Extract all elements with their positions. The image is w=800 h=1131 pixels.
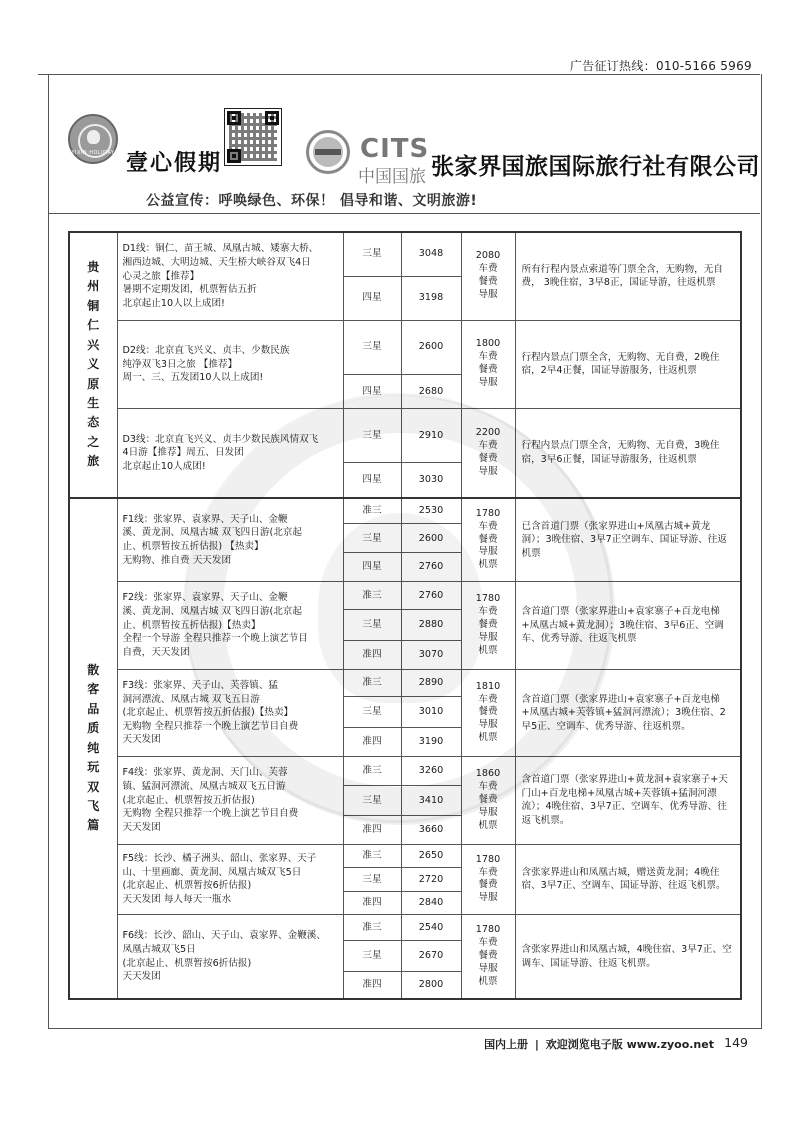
table-row <box>69 498 741 524</box>
route-text: F6线：长沙、韶山、天子山、袁家界、金鞭溪、 凤凰古城双飞5日 (北京起止、机票暂按6折估报) 天天发团 <box>122 930 326 983</box>
price: 3198 <box>401 276 461 320</box>
fee-cell <box>461 232 515 320</box>
table-row <box>69 844 741 867</box>
hotel-grade: 三星 <box>343 524 401 553</box>
price: 2680 <box>401 374 461 409</box>
fee-text: 1810 车费 餐费 导服 机票 <box>475 680 501 744</box>
route-text: F3线：张家界、天子山、芙蓉镇、猛 洞河漂流、凤凰古城 双飞五日游 (北京起止、机票暂按五折估报)【热卖】 无购物 全程只推荐一个晚上演艺节目自费 天天发团 <box>122 679 299 746</box>
price: 2650 <box>401 844 461 867</box>
fee-cell <box>461 915 515 999</box>
route-description <box>117 232 343 320</box>
company-name: 张家界国旅国际旅行社有限公司 <box>431 154 760 180</box>
price: 3010 <box>401 697 461 728</box>
section-title-text: 散客品质纯玩双飞篇 <box>87 662 100 833</box>
hotel-grade: 三星 <box>343 785 401 815</box>
price: 3030 <box>401 463 461 498</box>
price: 3070 <box>401 640 461 669</box>
route-description <box>117 669 343 756</box>
route-text: F4线：张家界、黄龙洞、天门山、芙蓉 镇、猛洞河漂流、凤凰古城双飞五日游 (北京起止、机票暂按五折估报) 无购物 全程只推荐一个晚上演艺节目自费 天天发团 <box>122 767 299 833</box>
fee-cell <box>461 320 515 409</box>
hotel-grade: 准三 <box>343 498 401 524</box>
price: 3660 <box>401 815 461 844</box>
route-text: D1线：铜仁、苗王城、凤凰古城、矮寨大桥、 湘西边城、大明边城、天生桥大峡谷双飞4日 心灵之旅【推荐】 暑期不定期发团，机票暂估五折 北京起止10人以上成团! <box>122 243 319 309</box>
price: 3260 <box>401 757 461 786</box>
table-row <box>69 669 741 696</box>
hotel-grade: 四星 <box>343 374 401 409</box>
fee-cell <box>461 582 515 669</box>
route-text: D2线：北京直飞兴义、贞丰、少数民族 纯净双飞3日之旅 【推荐】 周一、三、五发团10人以上成团! <box>122 344 290 384</box>
section-title-text: 贵州铜仁兴义原生态之旅 <box>87 259 100 469</box>
hotel-grade: 三星 <box>343 609 401 640</box>
route-text: F1线：张家界、袁家界、天子山、金鞭 溪、黄龙洞、凤凰古城 双飞四日游(北京起 止、机票暂按五折估报) 【热卖】 无购物、推自费 天天发团 <box>122 513 302 566</box>
hotel-grade: 准四 <box>343 640 401 669</box>
price: 3410 <box>401 785 461 815</box>
fee-text: 1780 车费 餐费 导服 机票 <box>475 593 501 656</box>
table-row <box>69 232 741 276</box>
includes-cell: 含首道门票（张家界进山+黄龙洞+袁家寨子+天门山+百龙电梯+凤凰古城+芙蓉镇+猛洞河漂流）；4晚住宿、3早7正、空调车、优秀导游、往返飞机票。 <box>515 757 741 844</box>
price: 2890 <box>401 669 461 696</box>
footer-separator: | <box>534 1038 539 1051</box>
price: 2600 <box>401 524 461 553</box>
hotel-grade: 三星 <box>343 697 401 728</box>
section-title <box>69 232 117 498</box>
includes-cell: 含首道门票（张家界进山+袁家寨子+百龙电梯+凤凰古城+芙蓉镇+猛洞河漂流）；3晚住宿、2早5正、空调车、优秀导游、往返机票。 <box>515 669 741 756</box>
hotel-grade: 准三 <box>343 844 401 867</box>
route-description <box>117 844 343 915</box>
fee-cell <box>461 409 515 498</box>
cits-cn: 中国国旅 <box>358 167 426 187</box>
hotel-grade: 准四 <box>343 972 401 999</box>
hotel-grade: 三星 <box>343 320 401 374</box>
hotel-grade: 三星 <box>343 232 401 276</box>
price: 2880 <box>401 609 461 640</box>
route-description <box>117 409 343 498</box>
includes-cell: 已含首道门票（张家界进山+凤凰古城+黄龙洞）；3晚住宿、3早7正空调车、国证导游、往返机票 <box>515 498 741 582</box>
brand-name: 壹心假期 <box>126 151 223 176</box>
price: 2540 <box>401 915 461 940</box>
page-footer <box>0 1036 800 1056</box>
hotel-grade: 三星 <box>343 940 401 971</box>
hotel-grade: 四星 <box>343 276 401 320</box>
hotel-grade: 准四 <box>343 815 401 844</box>
table-row <box>69 757 741 786</box>
logo-sub-text: YIXIN HOLIDAY <box>71 150 115 156</box>
price: 3048 <box>401 232 461 276</box>
table-row <box>69 409 741 463</box>
fee-text: 1780 车费 餐费 导服 机票 <box>475 924 501 988</box>
price: 2760 <box>401 582 461 609</box>
route-description <box>117 498 343 582</box>
qr-code-icon <box>224 108 282 166</box>
fee-text: 1800 车费 餐费 导服 <box>475 338 501 389</box>
includes-cell: 行程内景点门票全含，无购物、无自费，3晚住宿，3早6正餐，国证导游服务，往返机票 <box>515 409 741 498</box>
section-title <box>69 498 117 999</box>
ad-hotline: 广告征订热线：010-5166 5969 <box>569 59 752 73</box>
hotel-grade: 准四 <box>343 728 401 757</box>
hotel-grade: 准三 <box>343 757 401 786</box>
hotel-grade: 三星 <box>343 409 401 463</box>
price: 2600 <box>401 320 461 374</box>
includes-cell: 含首道门票（张家界进山+袁家寨子+百龙电梯+凤凰古城+黄龙洞）；3晚住宿、3早6正、空调车、优秀导游、往返飞机票 <box>515 582 741 669</box>
includes-cell: 含张家界进山和凤凰古城，4晚住宿、3早7正、空调车、国证导游、往返飞机票。 <box>515 915 741 999</box>
cits-logo-icon <box>306 130 350 174</box>
route-text: F5线：长沙、橘子洲头、韶山、张家界、天子 山、十里画廊、黄龙洞、凤凰古城双飞5日 (北京起止、机票暂按6折估报) 天天发团 每人每天一瓶水 <box>122 853 317 906</box>
route-description <box>117 320 343 409</box>
fee-cell <box>461 757 515 844</box>
hotel-grade: 准三 <box>343 669 401 696</box>
fee-cell <box>461 669 515 756</box>
route-description <box>117 582 343 669</box>
footer-volume: 国内上册 <box>484 1038 529 1051</box>
hotel-grade: 四星 <box>343 463 401 498</box>
fee-text: 1780 车费 餐费 导服 <box>475 853 501 904</box>
includes-cell: 行程内景点门票全含，无购物、无自费，2晚住宿，2早4正餐，国证导游服务，往返机票 <box>515 320 741 409</box>
fee-cell <box>461 498 515 582</box>
ad-header <box>48 74 760 214</box>
route-text: D3线：北京直飞兴义、贞丰少数民族风情双飞 4日游【推荐】周五、日发团 北京起止10人成团! <box>122 433 319 472</box>
page-number: 149 <box>724 1035 748 1050</box>
tour-price-table <box>68 231 742 1000</box>
includes-cell: 所有行程内景点索道等门票全含，无购物，无自费， 3晚住宿，3早8正，国证导游，往返机票 <box>515 232 741 320</box>
cits-en: CITS <box>360 134 430 164</box>
table-row <box>69 582 741 609</box>
hotel-grade: 准三 <box>343 915 401 940</box>
fee-text: 2200 车费 餐费 导服 <box>475 427 501 477</box>
price: 3190 <box>401 728 461 757</box>
yixin-logo-icon <box>68 114 118 164</box>
footer-website: 欢迎浏览电子版 www.zyoo.net <box>545 1038 714 1051</box>
public-slogan: 公益宣传：呼唤绿色、环保！ 倡导和谐、文明旅游! <box>146 193 478 209</box>
route-description <box>117 915 343 999</box>
price: 2720 <box>401 867 461 891</box>
hotel-grade: 准三 <box>343 582 401 609</box>
price: 2530 <box>401 498 461 524</box>
hotel-grade: 三星 <box>343 867 401 891</box>
route-description <box>117 757 343 844</box>
price: 2910 <box>401 409 461 463</box>
fee-cell <box>461 844 515 915</box>
price: 2840 <box>401 892 461 915</box>
price: 2670 <box>401 940 461 971</box>
hotel-grade: 准四 <box>343 892 401 915</box>
fee-text: 1780 车费 餐费 导服 机票 <box>475 507 501 571</box>
price: 2760 <box>401 553 461 582</box>
fee-text: 2080 车费 餐费 导服 <box>475 250 501 301</box>
route-text: F2线：张家界、袁家界、天子山、金鞭 溪、黄龙洞、凤凰古城 双飞四日游(北京起 止、机票暂按五折估报)【热卖】 全程一个导游 全程只推荐一个晚上演艺节目 自费，天天发团 <box>122 592 308 658</box>
fee-text: 1860 车费 餐费 导服 机票 <box>475 768 501 831</box>
slogan-rule <box>48 213 760 214</box>
price: 2800 <box>401 972 461 999</box>
hotel-grade: 四星 <box>343 553 401 582</box>
table-row <box>69 915 741 940</box>
includes-cell: 含张家界进山和凤凰古城，赠送黄龙洞；4晚住宿、3早7正、空调车、国证导游、往返飞机票。 <box>515 844 741 915</box>
table-row <box>69 320 741 374</box>
